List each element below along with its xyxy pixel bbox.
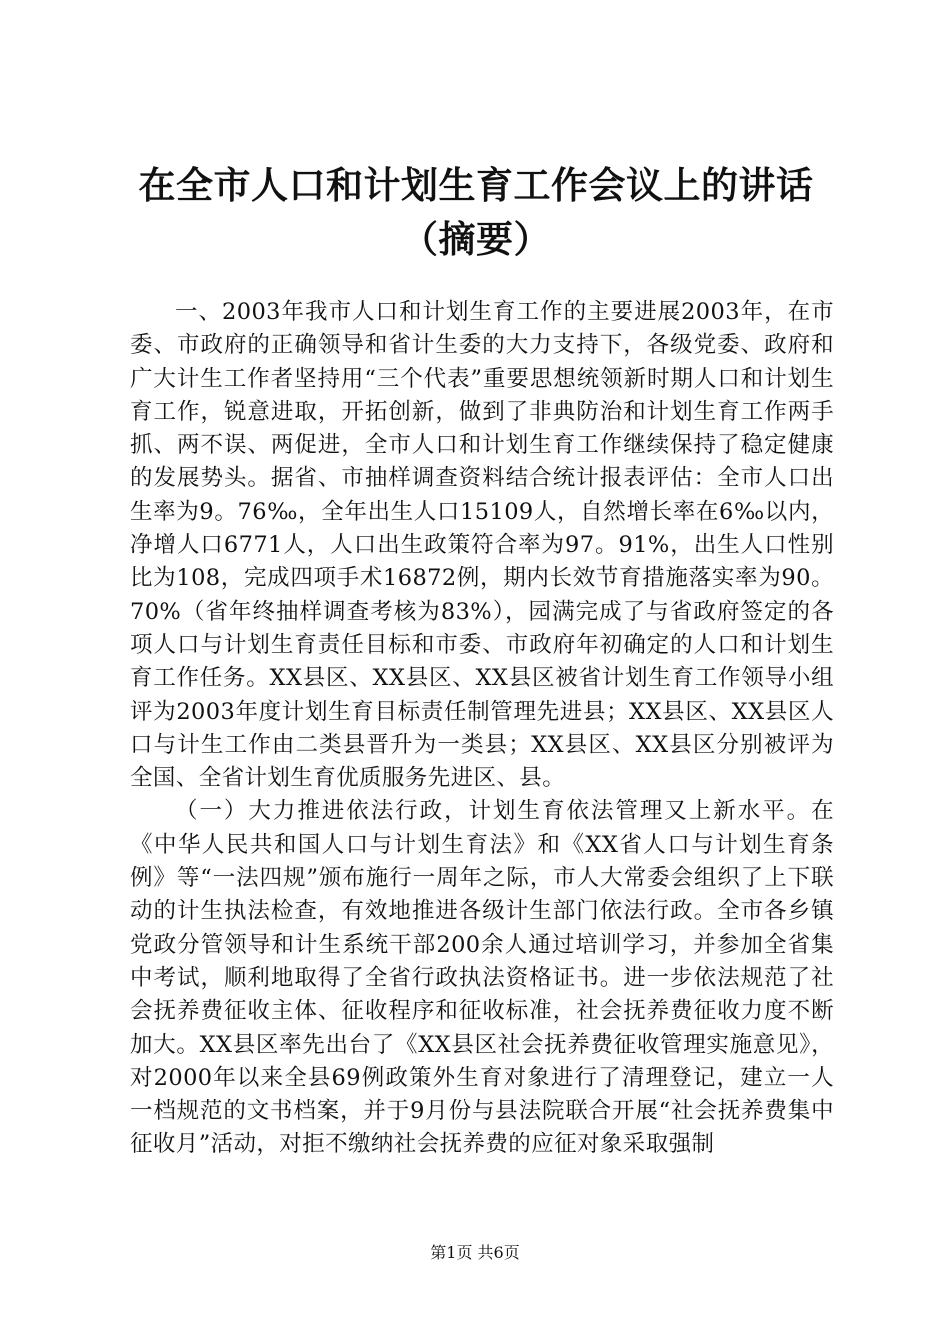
document-title: 在全市人口和计划生育工作会议上的讲话（摘要）	[138, 163, 814, 261]
paragraph-2: （一）大力推进依法行政，计划生育依法管理又上新水平。在《中华人民共和国人口与计划生育法》和《XX省人口与计划生育条例》等“一法四规”颁布施行一周年之际，市人大常委会组织了上下联动的计生执法检查，有效地推进各级计生部门依法行政。全市各乡镇党政分管领导和计生系统干部200余人通过培训学习，并参加全省集中考试，顺利地取得了全省行政执法资格证书。进一步依法规范了社会抚养费征收主体、征收程序和征收标准，社会抚养费征收力度不断加大。XX县区率先出台了《XX县区社会抚养费征收管理实施意见》，对2000年以来全县69例政策外生育对象进行了清理登记，建立一人一档规范的文书档案，并于9月份与县法院联合开展“社会抚养费集中征收月”活动，对拒不缴纳社会抚养费的应征对象采取强制	[130, 798, 834, 1158]
page-footer: 第1页 共6页	[430, 1243, 520, 1262]
document-body	[130, 296, 834, 1162]
paragraph-1: 一、2003年我市人口和计划生育工作的主要进展2003年，在市委、市政府的正确领导和省计生委的大力支持下，各级党委、政府和广大计生工作者坚持用“三个代表”重要思想统领新时期人口和计划生育工作，锐意进取，开拓创新，做到了非典防治和计划生育工作两手抓、两不误、两促进，全市人口和计划生育工作继续保持了稳定健康的发展势头。据省、市抽样调查资料结合统计报表评估：全市人口出生率为9。76‰，全年出生人口15109人，自然增长率在6‰以内，净增人口6771人，人口出生政策符合率为97。91%，出生人口性别比为108，完成四项手术16872例，期内长效节育措施落实率为90。70%（省年终抽样调查考核为83%），园满完成了与省政府签定的各项人口与计划生育责任目标和市委、市政府年初确定的人口和计划生育工作任务。XX县区、XX县区、XX县区被省计划生育工作领导小组评为2003年度计划生育目标责任制管理先进县；XX县区、XX县区人口与计生工作由二类县晋升为一类县；XX县区、XX县区分别被评为全国、全省计划生育优质服务先进区、县。	[130, 299, 834, 792]
